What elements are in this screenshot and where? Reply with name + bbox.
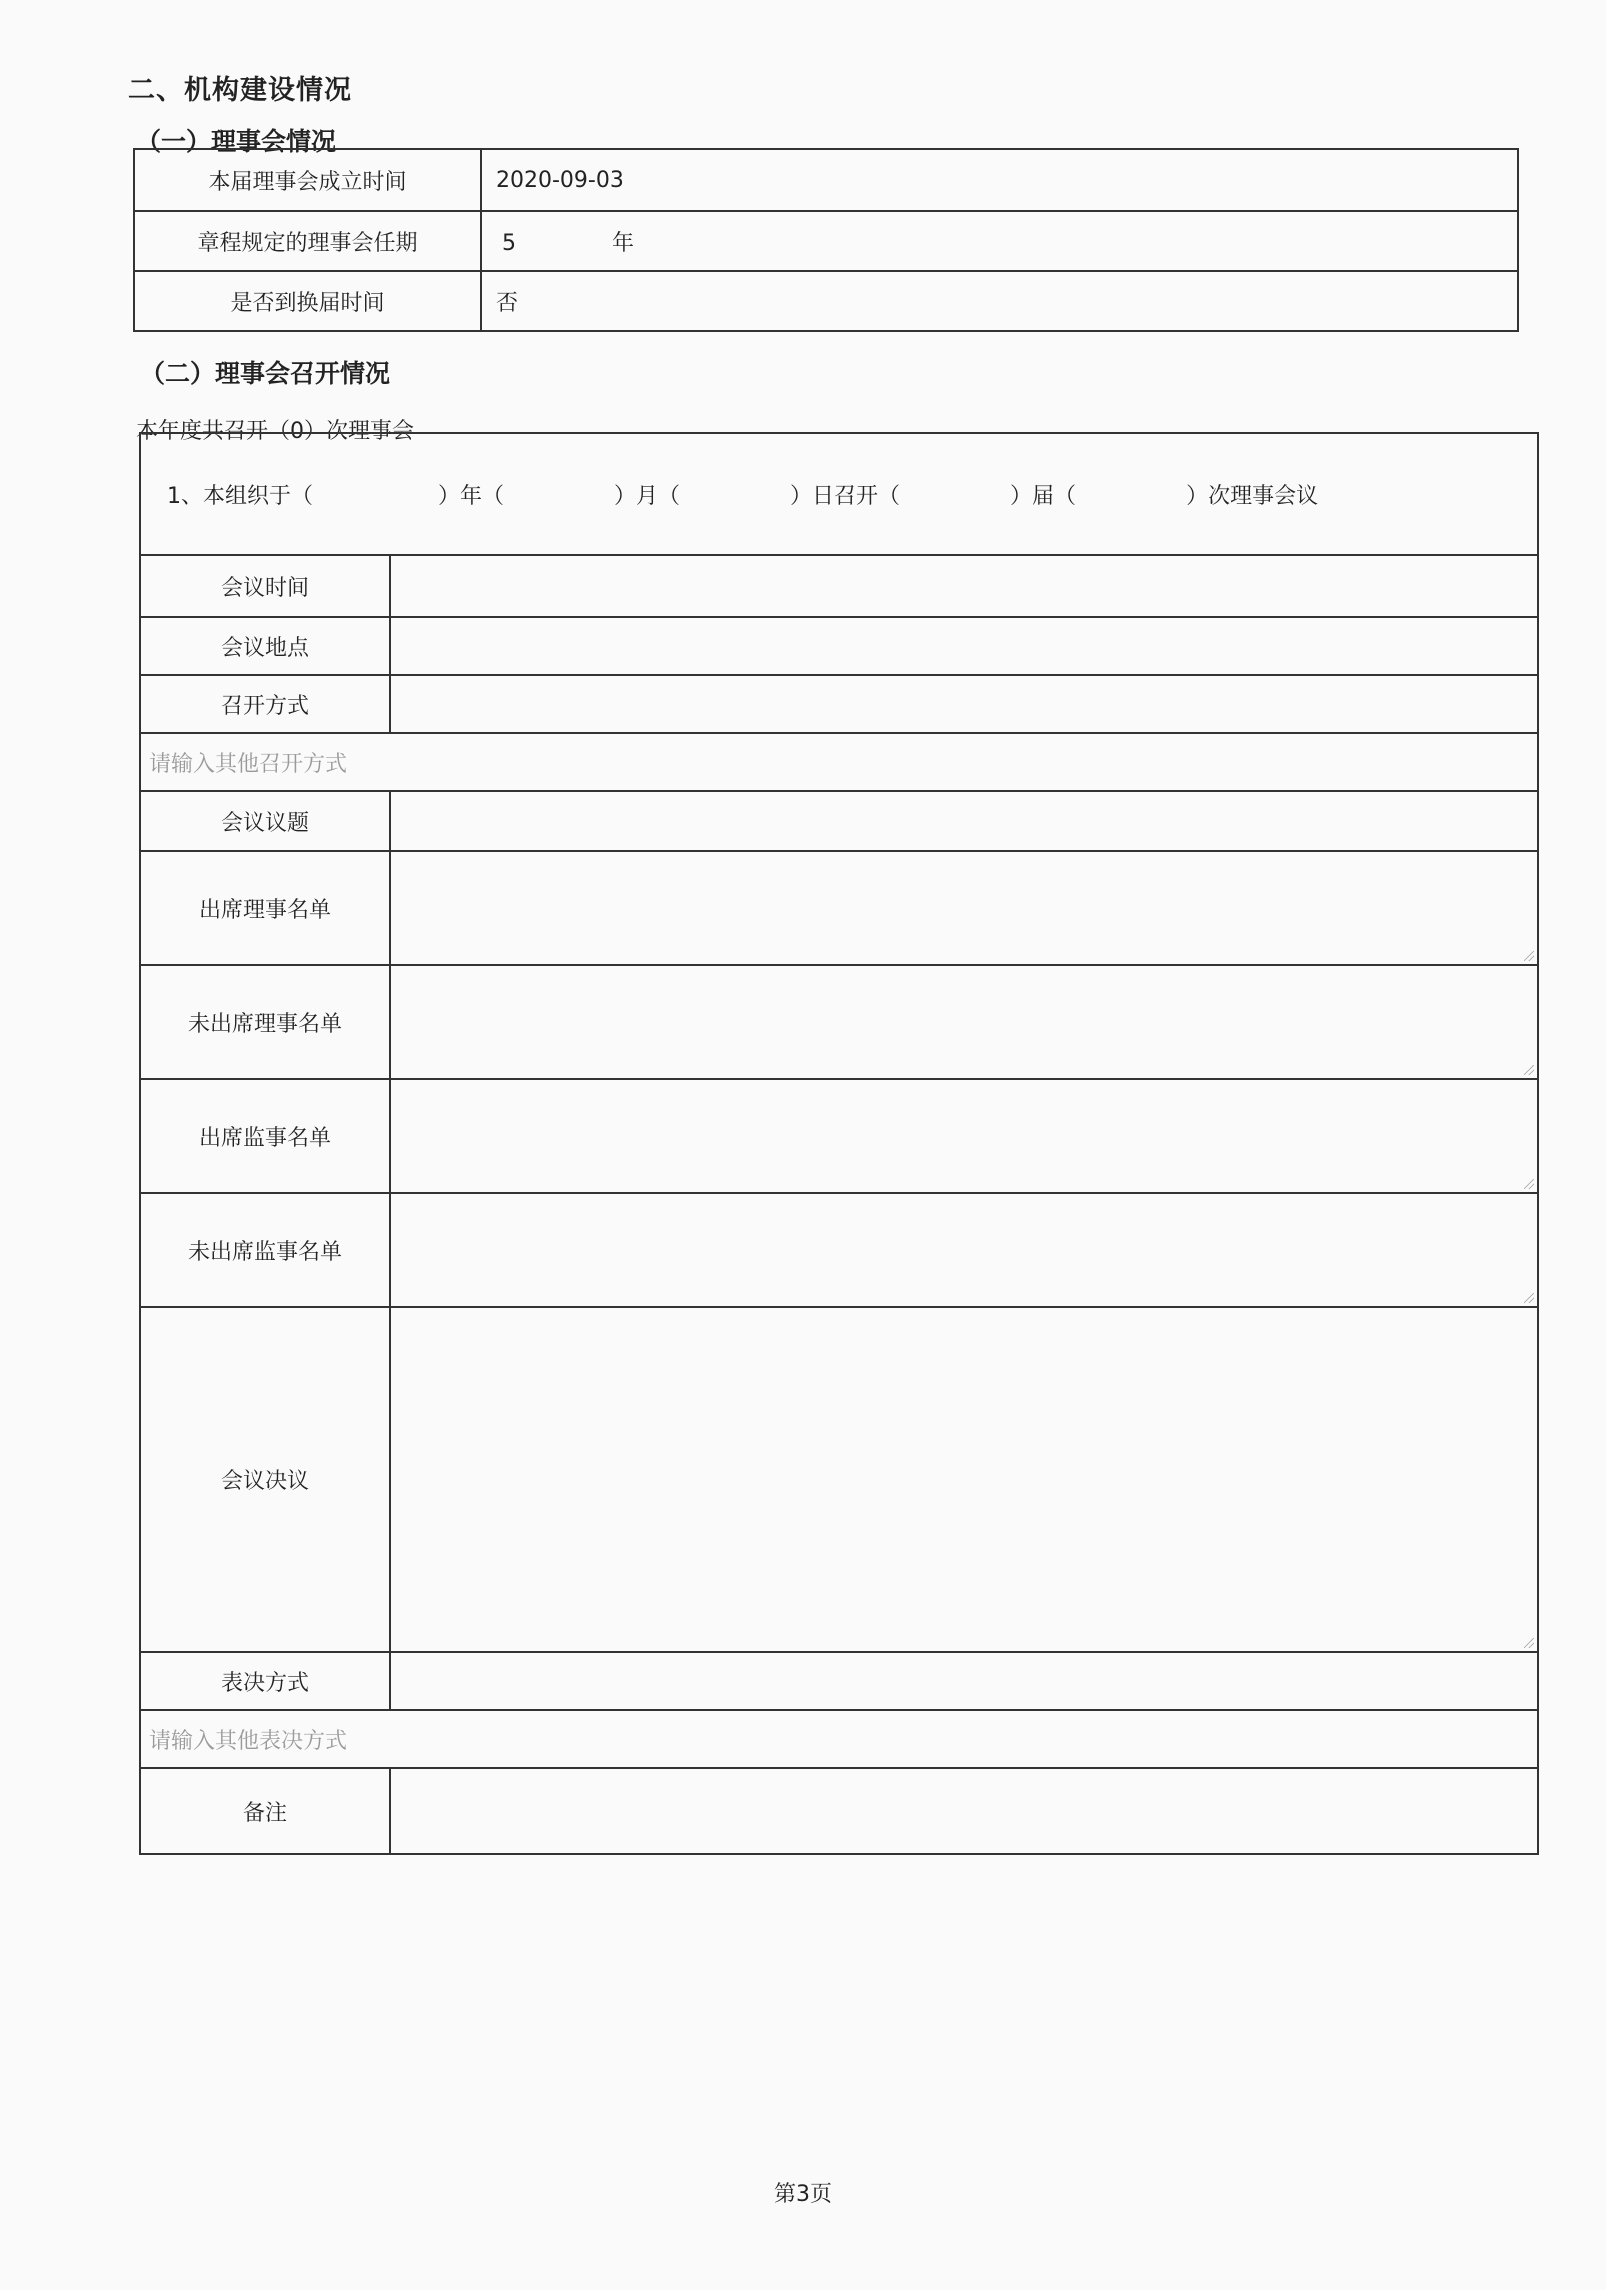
meeting-topic-input[interactable] — [390, 791, 1538, 851]
table-row — [134, 211, 1518, 271]
term-label: 章程规定的理事会任期 — [134, 211, 481, 271]
attending-directors-textarea[interactable] — [390, 851, 1538, 965]
meeting-topic-label: 会议议题 — [140, 791, 390, 851]
established-date-value[interactable]: 2020-09-03 — [481, 149, 1518, 211]
attending-supervisors-label: 出席监事名单 — [140, 1079, 390, 1193]
absent-directors-label: 未出席理事名单 — [140, 965, 390, 1079]
table-row — [140, 555, 1538, 617]
absent-supervisors-label: 未出席监事名单 — [140, 1193, 390, 1307]
term-unit: 年 — [612, 230, 635, 256]
meetings-title: （二）理事会召开情况 — [140, 359, 391, 388]
header-year: ）年（ — [438, 483, 505, 509]
meeting-method-label: 召开方式 — [140, 675, 390, 733]
resolution-textarea[interactable] — [390, 1307, 1538, 1652]
table-row — [140, 433, 1538, 555]
section-title: 二、机构建设情况 — [128, 75, 352, 106]
page-number: 第3页 — [774, 2182, 832, 2207]
meeting-header-line — [140, 433, 1538, 555]
council-title: （一）理事会情况 — [136, 127, 337, 156]
table-row — [140, 1307, 1538, 1652]
meeting-place-label: 会议地点 — [140, 617, 390, 675]
meeting-place-input[interactable] — [390, 617, 1538, 675]
table-row — [134, 271, 1518, 331]
table-row — [140, 1652, 1538, 1710]
table-row — [140, 851, 1538, 965]
absent-supervisors-textarea[interactable] — [390, 1193, 1538, 1307]
term-cell — [481, 211, 1518, 271]
table-row — [140, 791, 1538, 851]
meeting-method-select[interactable] — [390, 675, 1538, 733]
other-method-input[interactable]: 请输入其他召开方式 — [140, 733, 1538, 791]
vote-method-label: 表决方式 — [140, 1652, 390, 1710]
vote-method-select[interactable] — [390, 1652, 1538, 1710]
meeting-time-label: 会议时间 — [140, 555, 390, 617]
remarks-input[interactable] — [390, 1768, 1538, 1854]
resolution-label: 会议决议 — [140, 1307, 390, 1652]
attending-directors-label: 出席理事名单 — [140, 851, 390, 965]
council-table — [133, 148, 1519, 332]
meeting-table — [139, 432, 1539, 1855]
table-row — [140, 965, 1538, 1079]
table-row — [140, 1768, 1538, 1854]
term-value[interactable]: 5 — [502, 230, 516, 256]
table-row — [134, 149, 1518, 211]
table-row — [140, 617, 1538, 675]
table-row — [140, 675, 1538, 733]
header-day: ）日召开（ — [790, 483, 901, 509]
header-session: ）届（ — [1010, 483, 1077, 509]
meeting-time-input[interactable] — [390, 555, 1538, 617]
table-row — [140, 733, 1538, 791]
header-suffix: ）次理事会议 — [1186, 483, 1319, 509]
established-date-label: 本届理事会成立时间 — [134, 149, 481, 211]
reelection-label: 是否到换届时间 — [134, 271, 481, 331]
other-vote-method-input[interactable]: 请输入其他表决方式 — [140, 1710, 1538, 1768]
meeting-count-summary: 本年度共召开（0）次理事会 — [136, 419, 414, 444]
attending-supervisors-textarea[interactable] — [390, 1079, 1538, 1193]
table-row — [140, 1193, 1538, 1307]
table-row — [140, 1710, 1538, 1768]
reelection-value[interactable]: 否 — [481, 271, 1518, 331]
table-row — [140, 1079, 1538, 1193]
header-month: ）月（ — [614, 483, 681, 509]
absent-directors-textarea[interactable] — [390, 965, 1538, 1079]
remarks-label: 备注 — [140, 1768, 390, 1854]
header-prefix: 1、本组织于（ — [167, 483, 313, 509]
